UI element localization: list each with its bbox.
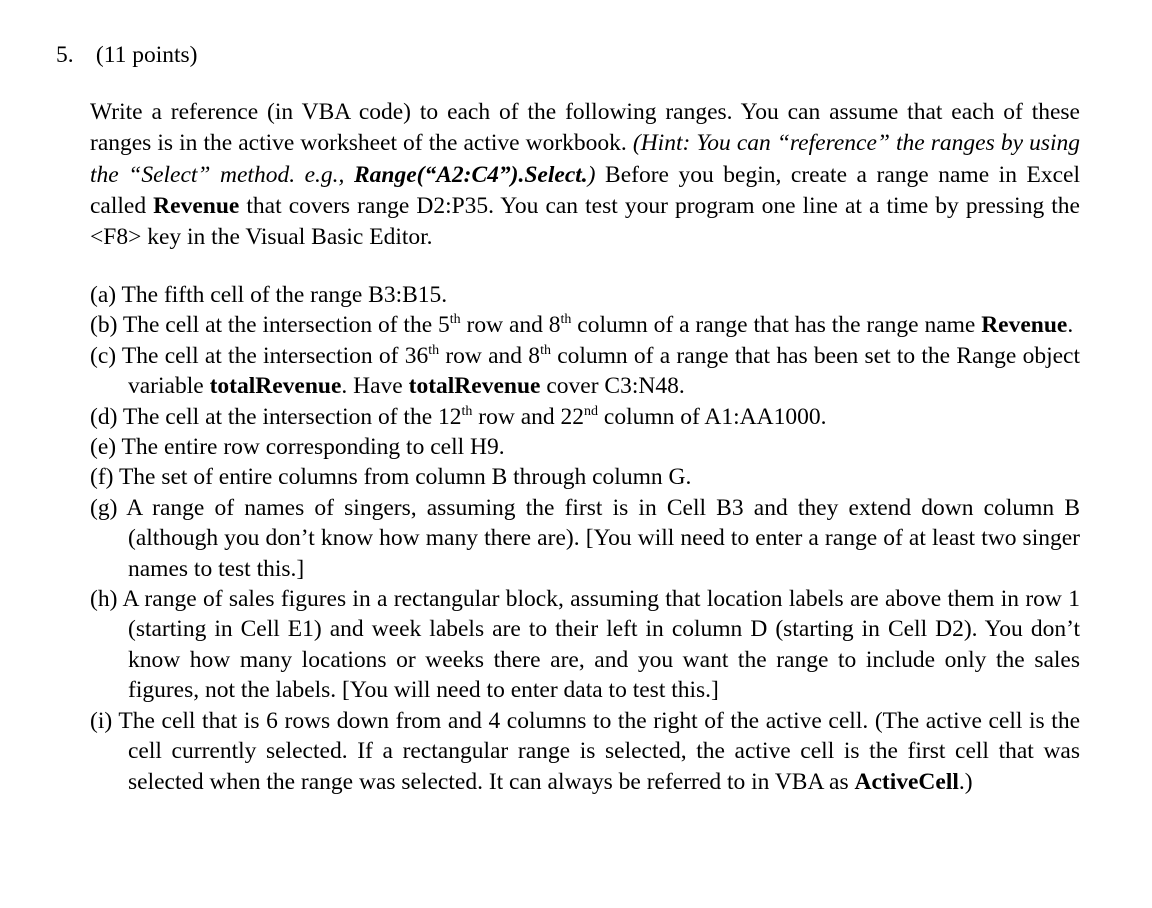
item-label: (f) bbox=[90, 464, 114, 491]
intro-text: Write a reference (in VBA code) to each of the following ranges. You can assume that each of these ranges is in the active worksheet of the active workbook. bbox=[90, 99, 1080, 157]
sub-question-b: (b) The cell at the intersection of the 5th row and 8th column of a range that has the range name Revenue. bbox=[90, 312, 1074, 339]
sub-question-d: (d) The cell at the intersection of the 12th row and 22nd column of A1:AA1000. bbox=[90, 403, 827, 430]
item-text: A range of names of singers, assuming the first is in Cell B3 and they extend down column B (although you don’t know how many there are). [You will need to enter a range of at least two singer names to test this.] bbox=[126, 494, 1080, 582]
sub-question-g bbox=[90, 493, 1080, 584]
sub-question-f bbox=[90, 462, 1080, 492]
intro-text-2: Before you begin, create a range name in Excel called bbox=[90, 161, 1080, 219]
sub-question-i: (i) The cell that is 6 rows down from and 4 columns to the right of the active cell. (The active cell is the cell currently selected. If a rectangular range is selected, the active cell is the first cell that was selected when the range was selected. It can always be referred to in VBA as ActiveCell.) bbox=[90, 707, 1080, 795]
item-label: (i) bbox=[90, 707, 113, 734]
hint-code-example: Range(“A2:C4”).Select. bbox=[353, 161, 588, 188]
question-heading bbox=[56, 40, 197, 70]
hint-text: (Hint: You can “reference” the ranges by using the “Select” method. e.g., Range(“A2:C4”).Select.) bbox=[90, 130, 1080, 188]
sub-question-list bbox=[90, 280, 1080, 797]
sub-question-a bbox=[90, 280, 1080, 310]
item-label: (b) bbox=[90, 312, 118, 339]
item-label: (g) bbox=[90, 494, 118, 521]
intro-text-3: that covers range D2:P35. You can test your program one line at a time by pressing the <F8> key in the Visual Basic Editor. bbox=[90, 192, 1080, 251]
sub-question-e bbox=[90, 432, 1080, 462]
item-text: The set of entire columns from column B through column G. bbox=[118, 464, 692, 491]
sub-question-h bbox=[90, 584, 1080, 706]
sub-question-c: (c) The cell at the intersection of 36th row and 8th column of a range that has been set to the Range object variable totalRevenue. Have totalRevenue cover C3:N48. bbox=[90, 342, 1081, 400]
item-label: (h) bbox=[90, 586, 118, 613]
item-text: The fifth cell of the range B3:B15. bbox=[121, 282, 448, 308]
item-text: A range of sales figures in a rectangular block, assuming that location labels are above them in row 1 (starting in Cell E1) and week labels are to their left in column D (starting in Cell D2). You don’t know how many locations or weeks there are, and you want the range to include only the sales figures, not the labels. [You will need to enter data to test this.] bbox=[122, 586, 1080, 704]
item-label: (c) bbox=[90, 342, 117, 369]
revenue-range-name: Revenue bbox=[153, 192, 240, 219]
question-points: (11 points) bbox=[95, 42, 198, 68]
instructions-paragraph bbox=[90, 97, 1080, 253]
item-label: (a) bbox=[90, 282, 117, 308]
item-label: (e) bbox=[90, 434, 117, 461]
item-label: (d) bbox=[90, 403, 118, 430]
item-text: The entire row corresponding to cell H9. bbox=[121, 434, 505, 461]
question-number: 5. bbox=[56, 42, 74, 68]
